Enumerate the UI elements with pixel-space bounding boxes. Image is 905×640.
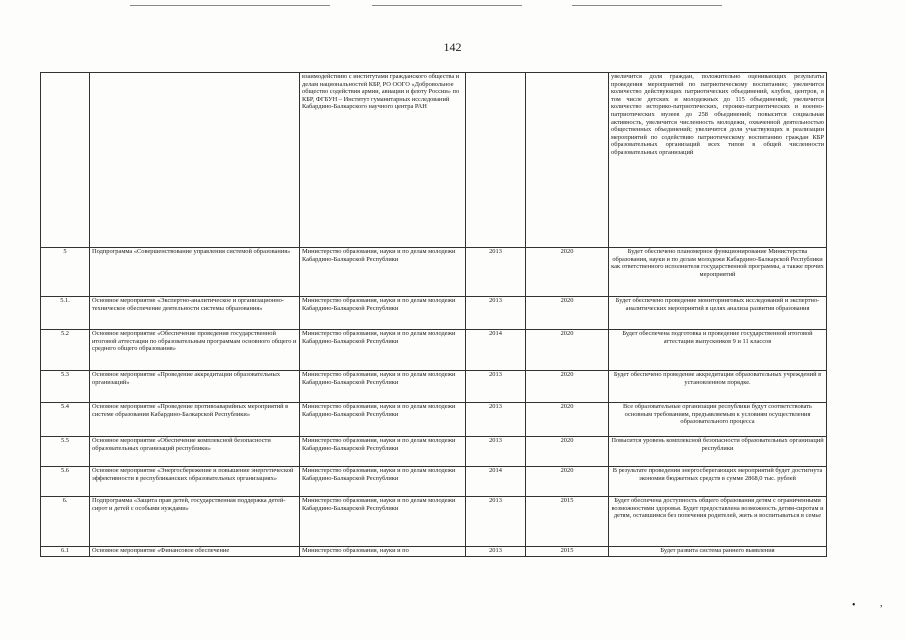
activity-name: Подпрограмма «Защита прав детей, государственная поддержка детей-сирот и детей с особыми нуждами»: [90, 497, 300, 547]
row-number: 6.1: [41, 547, 90, 557]
row-number: 5.3: [41, 371, 90, 403]
activity-name: Основное мероприятие «Обеспечение комплексной безопасности образовательных организаций республики»: [90, 437, 300, 467]
end-year: 2020: [526, 403, 609, 437]
scan-speck: ,: [880, 598, 883, 609]
table-row: [41, 467, 827, 497]
table-row: [41, 497, 827, 547]
activity-name: Основное мероприятие «Проведение противоаварийных мероприятий в системе образования Кабардино-Балкарской Республики»: [90, 403, 300, 437]
activity-name: Основное мероприятие «Экспертно-аналитическое и организационно-техническое обеспечение деятельности системы образования»: [90, 297, 300, 330]
expected-result: Будет обеспечено планомерное функционирование Министерства образования, науки и по делам молодежи Кабардино-Балкарской Республики как ответственного исполнителя государственной программы, а также прочих мероприятий: [609, 248, 827, 297]
activity-name: Основное мероприятие «Обеспечение проведения государственной итоговой аттестации по образовательным программам основного общего и среднего общего образования»: [90, 330, 300, 371]
start-year: [466, 73, 526, 248]
table-row: [41, 73, 827, 248]
executor: Министерство образования, науки и по делам молодежи Кабардино-Балкарской Республики: [300, 497, 466, 547]
row-number: 5.4: [41, 403, 90, 437]
row-number: 5.2: [41, 330, 90, 371]
expected-result: Все образовательные организации республики будут соответствовать основным требованиям, предъявляемым к условиям осуществления образовательного процесса: [609, 403, 827, 437]
activity-name: Подпрограмма «Совершенствование управления системой образования»: [90, 248, 300, 297]
table-row: [41, 297, 827, 330]
row-number: 5: [41, 248, 90, 297]
row-number: 5.6: [41, 467, 90, 497]
row-number: 5.1.: [41, 297, 90, 330]
expected-result: Будет развита система раннего выявления: [609, 547, 827, 557]
activity-name: [90, 73, 300, 248]
start-year: 2013: [466, 403, 526, 437]
executor: Министерство образования, науки и по: [300, 547, 466, 557]
end-year: 2020: [526, 297, 609, 330]
start-year: 2013: [466, 297, 526, 330]
end-year: 2020: [526, 248, 609, 297]
end-year: 2015: [526, 547, 609, 557]
top-edge-line-middle: [372, 5, 522, 6]
top-edge-line-right: [572, 5, 722, 6]
expected-result: Будет обеспечено проведение аккредитации образовательных учреждений в установленном порядке.: [609, 371, 827, 403]
activity-name: Основное мероприятие «Проведение аккредитации образовательных организаций»: [90, 371, 300, 403]
executor: Министерство образования, науки и по делам молодежи Кабардино-Балкарской Республики: [300, 403, 466, 437]
start-year: 2013: [466, 248, 526, 297]
expected-result: В результате проведения энергосберегающих мероприятий будет достигнута экономия бюджетных средств в сумме 2868,0 тыс. рублей: [609, 467, 827, 497]
executor: Министерство образования, науки и по делам молодежи Кабардино-Балкарской Республики: [300, 248, 466, 297]
end-year: 2020: [526, 371, 609, 403]
executor: Министерство образования, науки и по делам молодежи Кабардино-Балкарской Республики: [300, 467, 466, 497]
executor: взаимодействию с институтами гражданского общества и делам национальностей КБР, РО ООГО «Добровольное общество содействия армии, авиации и флоту России» по КБР, ФГБУН – Институт гуманитарных исследований Кабардино-Балкарского научного центра РАН: [300, 73, 466, 248]
end-year: 2020: [526, 330, 609, 371]
executor: Министерство образования, науки и по делам молодежи Кабардино-Балкарской Республики: [300, 330, 466, 371]
activity-name: Основное мероприятие «Финансовое обеспечение: [90, 547, 300, 557]
start-year: 2013: [466, 437, 526, 467]
scan-speck: •: [852, 600, 856, 611]
executor: Министерство образования, науки и по делам молодежи Кабардино-Балкарской Республики: [300, 297, 466, 330]
table-row: [41, 248, 827, 297]
expected-result: Будет обеспечено проведение мониторинговых исследований и экспертно-аналитических мероприятий в целях анализа развития образования: [609, 297, 827, 330]
start-year: 2014: [466, 467, 526, 497]
end-year: [526, 73, 609, 248]
table-row: [41, 437, 827, 467]
start-year: 2013: [466, 371, 526, 403]
row-number: [41, 73, 90, 248]
table-row: [41, 330, 827, 371]
program-activities-table: [40, 72, 827, 557]
page-number: 142: [443, 40, 462, 54]
table-row: [41, 403, 827, 437]
table-row: [41, 371, 827, 403]
expected-result: Будет обеспечена доступность общего образования детям с ограниченными возможностями здоровья. Будет предоставлена возможность детям-сиротам и детям, оставшимся без попечения родителей, жить и воспитываться в семье: [609, 497, 827, 547]
top-edge-line-left: [130, 5, 330, 6]
table-row: [41, 547, 827, 557]
expected-result: Повысится уровень комплексной безопасности образовательных организаций республики: [609, 437, 827, 467]
executor: Министерство образования, науки и по делам молодежи Кабардино-Балкарской Республики: [300, 371, 466, 403]
executor: Министерство образования, науки и по делам молодежи Кабардино-Балкарской Республики: [300, 437, 466, 467]
start-year: 2014: [466, 330, 526, 371]
end-year: 2020: [526, 467, 609, 497]
expected-result: Будет обеспечена подготовка и проведение государственной итоговой аттестации выпускников 9 и 11 классов: [609, 330, 827, 371]
end-year: 2015: [526, 497, 609, 547]
activity-name: Основное мероприятие «Энергосбережение и повышение энергетической эффективности в республиканских образовательных организациях»: [90, 467, 300, 497]
expected-result: увеличится доля граждан, положительно оценивающих результаты проведения мероприятий по патриотическому воспитанию; увеличится количество действующих патриотических объединений, клубов, центров, в том числе детских и молодежных до 115 объединений; увеличится количество историко-патриотических, героико-патриотических и военно-патриотических музеев до 258 объединений; повысится социальная активность, увеличится численность молодежи, охваченной деятельностью общественных объединений; увеличится доля участвующих в реализации мероприятий по содействию патриотическому воспитанию граждан КБР образовательных организаций всех типов в общей численности образовательных организаций: [609, 73, 827, 248]
row-number: 6.: [41, 497, 90, 547]
start-year: 2013: [466, 547, 526, 557]
start-year: 2013: [466, 497, 526, 547]
end-year: 2020: [526, 437, 609, 467]
row-number: 5.5: [41, 437, 90, 467]
